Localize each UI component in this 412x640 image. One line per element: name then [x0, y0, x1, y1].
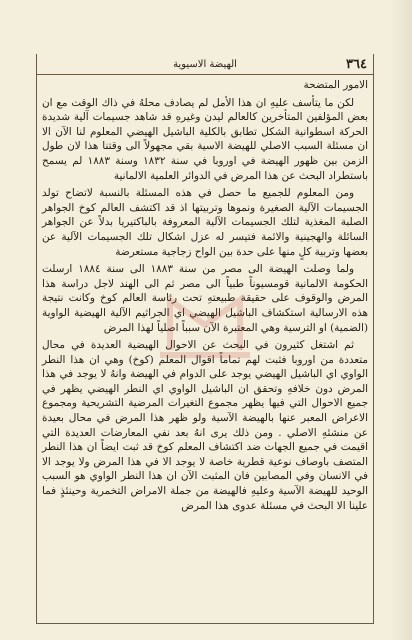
text-frame [36, 54, 374, 624]
running-title: الهيضة الاسيوية [173, 59, 237, 70]
subheading-line: الامور المتضحة [303, 79, 368, 91]
page-body [42, 78, 368, 516]
paragraph: ثم اشتغل كثيرون في البحث عن الاحوال الهيضية العديدة في محال متعددة من اوروبا فثبت لهم تماماً اقوال المعلم (كوخ) وهي ان هذا النطر الواوي اي الباشيل الهيضي يوجد على الدوام في الهيضة وانهُ لا يوجد في هذا المرض دون خلافهِ وتحقق ان الباشيل الواوي اي النطر الهيضي يظهر في جميع الاحوال التي فيها يظهر مجموع التغيرات المرضية التشريحية ومجموع الاعراض المعبر عنها بالهيضة الآسية ولو ظهر هذا المرض في محال بعيدة عن منشئهِ الاصلي . ومن ذلك يرى انهُ بعد نفي المعارضات العديدة التي اقيمت في جميع الجهات ضد اكتشاف المعلم كوخ قد ثبت ايضاً ان هذا النطر المتصف باوصاف نوعية قطرية خاصة لا يوجد الا في هذا المرض ولا يوجد الا في الانسان وفي المصابين فان المثبت الآن ان هذا النطر الواوي هو السبب الوحيد للهيضة الآسية وعليهِ فالهيضة من جملة الامراض التخمرية وحينئذٍ فما علينا الا البحث في مسئلة عدوى هذا المرض [42, 339, 368, 512]
page-number: ٣٦٤ [346, 57, 367, 72]
paragraph: لكن ما يتأسف عليهِ ان هذا الأمل لم يصادف محلهُ في ذاك الوقت مع ان بعض المؤلفين المتأخرين كالعالم ليدن وغيرهِ قد شاهد جسيمات آلية شديدة الحركة اسطوانية الشكل تطابق بالكلية الباشيل الهيضي المعلوم لنا الآن الا ان مسئلة السبب الاصلي للهيضة الاسية بقي مجهولاً الى وقتنا هذا لان طول الزمن بين ظهور الهيضة في اوروبا في سنة ١٨٣٢ وسنة ١٨٨٣ لم يسمح باستطراد البحث عن هذا المرض في الدوائر العلمية الالمانية [42, 96, 368, 182]
page-edge-shadow [390, 0, 412, 640]
header-rule [37, 74, 373, 75]
page-header [37, 56, 373, 74]
paragraph: ومن المعلوم للجميع ما حصل في هذه المسئلة بالنسبة لاتضاح تولد الجسيمات الآلية الصغيرة ونموها وتربيتها اذ قد اكتشف العالم كوخ الجواهر الصلبة المغذية لتلك الجسيمات الآلية المعروفة بالباكتيريا بدلاً عن الجواهر السائلة والهجينية والائمة فتيسر له عزل اشكال تلك الجسيمات الآلية عن بعضها وتربية كلٍ منها على حدة بين الواح زجاجية مستعرضة [42, 187, 368, 258]
paragraph: ولما وصلت الهيضة الى مصر من سنة ١٨٨٣ الى سنة ١٨٨٤ ارسلت الحكومة الالمانية قومسيوناً طبياً الى مصر ثم الى الهند لاجل دراسة هذا المرض والوقوف على حقيقة طبيعتهِ تحت رئاسة العالم كوخ وكانت نتيجة هذه الارسالية استكشاف الباشيل الهيضي اي الجراثيم الآلية الهيضية الواوية (الضمية) او الترسية وهي المعتبرة الآن سبباً اصلياً لهذا المرض [42, 263, 368, 334]
footer-rule [37, 623, 373, 624]
